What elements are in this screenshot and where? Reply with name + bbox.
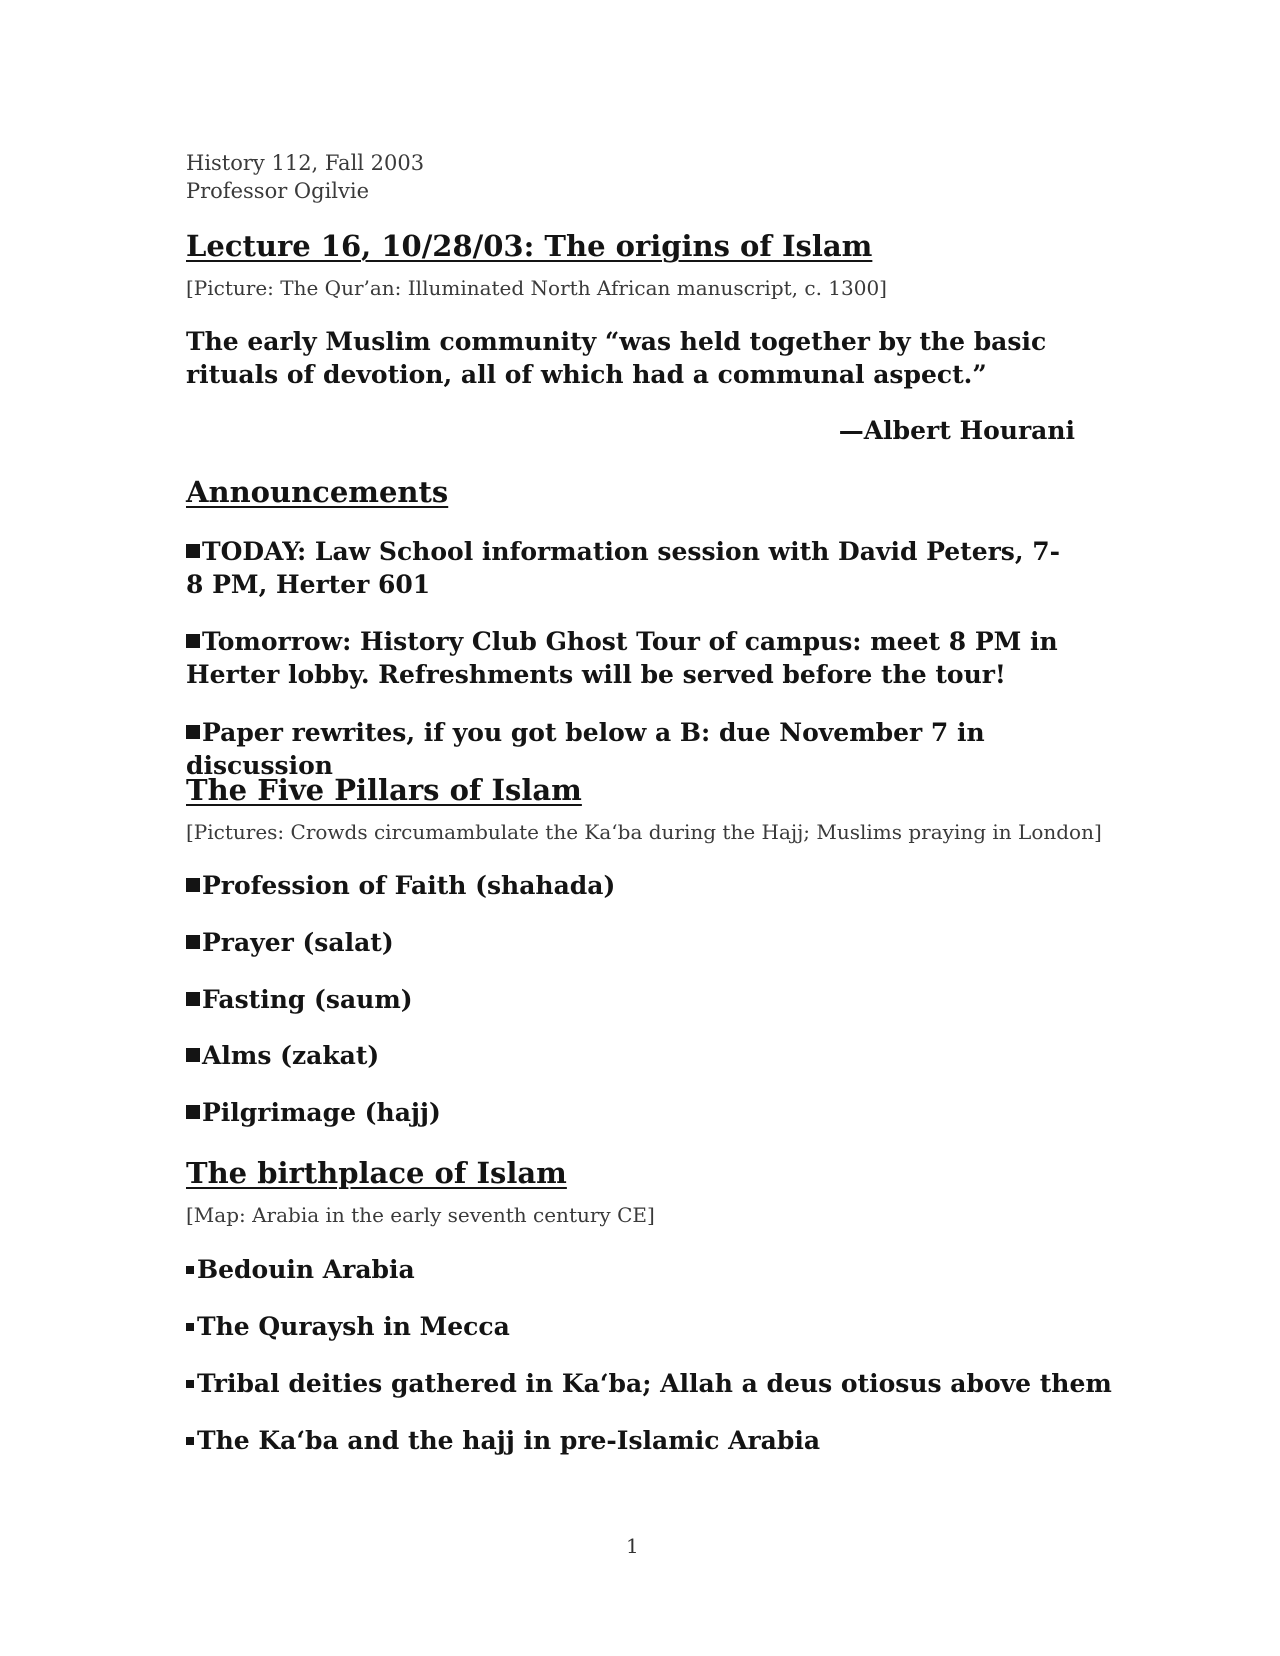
announcement-item: Tomorrow: History Club Ghost Tour of campus: meet 8 PM in Herter lobby. Refreshments will be served before the tour! bbox=[186, 627, 1058, 689]
birthplace-item: The Ka‘ba and the hajj in pre-Islamic Arabia bbox=[186, 1424, 820, 1457]
page-number: 1 bbox=[626, 1534, 639, 1558]
announcement-item: TODAY: Law School information session with David Peters, 7-8 PM, Herter 601 bbox=[186, 537, 1061, 599]
square-bullet-icon bbox=[186, 544, 200, 558]
birthplace-item: Tribal deities gathered in Ka‘ba; Allah a deus otiosus above them bbox=[186, 1367, 1112, 1400]
pillar-item: Pilgrimage (hajj) bbox=[186, 1096, 441, 1129]
pillars-heading: The Five Pillars of Islam bbox=[186, 773, 582, 807]
birthplace-item: The Quraysh in Mecca bbox=[186, 1310, 510, 1343]
square-bullet-icon bbox=[186, 634, 200, 648]
pillars-caption: [Pictures: Crowds circumambulate the Ka‘ba during the Hajj; Muslims praying in London] bbox=[186, 820, 1102, 844]
lecture-caption: [Picture: The Qur’an: Illuminated North African manuscript, c. 1300] bbox=[186, 276, 887, 300]
birthplace-caption: [Map: Arabia in the early seventh century CE] bbox=[186, 1203, 655, 1227]
lecture-title: Lecture 16, 10/28/03: The origins of Islam bbox=[186, 229, 873, 263]
course-line: History 112, Fall 2003 bbox=[186, 151, 425, 175]
pillar-item: Fasting (saum) bbox=[186, 983, 413, 1016]
square-bullet-icon bbox=[186, 878, 200, 892]
birthplace-heading: The birthplace of Islam bbox=[186, 1156, 567, 1190]
square-bullet-icon bbox=[186, 725, 200, 739]
quote-attribution: —Albert Hourani bbox=[838, 416, 1075, 445]
pillar-item: Alms (zakat) bbox=[186, 1039, 379, 1072]
hourani-quote: The early Muslim community “was held together by the basic rituals of devotion, all of which had a communal aspect.” bbox=[186, 327, 1047, 389]
square-bullet-icon bbox=[186, 1105, 200, 1119]
square-bullet-icon bbox=[186, 1380, 194, 1388]
square-bullet-icon bbox=[186, 1048, 200, 1062]
square-bullet-icon bbox=[186, 1323, 194, 1331]
pillar-item: Prayer (salat) bbox=[186, 926, 394, 959]
announcements-heading: Announcements bbox=[186, 475, 449, 509]
birthplace-item: Bedouin Arabia bbox=[186, 1253, 415, 1286]
square-bullet-icon bbox=[186, 1437, 194, 1445]
announcement-item: Paper rewrites, if you got below a B: due November 7 in discussion bbox=[186, 718, 985, 780]
square-bullet-icon bbox=[186, 1266, 194, 1274]
pillar-item: Profession of Faith (shahada) bbox=[186, 869, 615, 902]
square-bullet-icon bbox=[186, 935, 200, 949]
professor-line: Professor Ogilvie bbox=[186, 179, 370, 203]
square-bullet-icon bbox=[186, 992, 200, 1006]
